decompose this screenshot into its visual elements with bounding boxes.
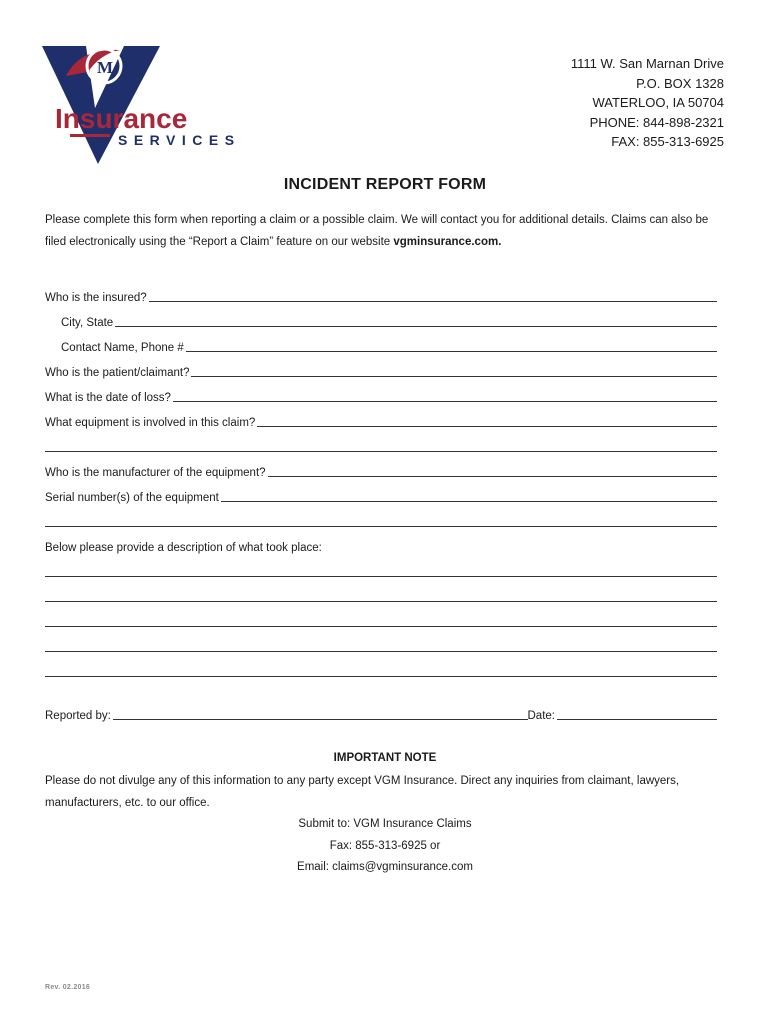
input-line-description-3[interactable]: [45, 625, 717, 627]
description-line-2: [45, 582, 717, 607]
field-equipment: [45, 407, 717, 432]
submit-fax: Fax: 855-313-6925 or: [329, 839, 441, 852]
vgm-insurance-logo: [40, 42, 255, 167]
input-line-serial-2[interactable]: [45, 525, 717, 527]
address-street: 1111 W. San Marnan Drive: [570, 56, 724, 71]
field-date-of-loss: [45, 382, 717, 407]
field-serial: [45, 482, 717, 507]
important-note-title: IMPORTANT NOTE: [333, 752, 437, 764]
label-description: Below please provide a description of what took place:: [45, 542, 322, 554]
input-line-date[interactable]: [557, 718, 717, 720]
address-fax: FAX: 855-313-6925: [611, 134, 724, 149]
description-line-1: [45, 557, 717, 582]
website-link[interactable]: vgminsurance.com.: [393, 236, 502, 248]
important-note-text: Please do not divulge any of this information to any party except VGM Insurance. Direct any inquiries from claimant, lawyers, manufacturers, etc. to our office.: [45, 775, 680, 809]
company-address: [571, 54, 724, 152]
logo-mark: [40, 42, 255, 167]
field-contact: [45, 332, 717, 357]
input-line-description-4[interactable]: [45, 650, 717, 652]
input-line-description-1[interactable]: [45, 575, 717, 577]
label-contact: Contact Name, Phone #: [61, 342, 184, 354]
label-date-of-loss: What is the date of loss?: [45, 392, 171, 404]
label-equipment: What equipment is involved in this claim?: [45, 417, 256, 429]
svg-text:M: M: [97, 58, 114, 77]
field-patient: [45, 357, 717, 382]
description-line-5: [45, 657, 717, 682]
field-insured: [45, 282, 717, 307]
input-line-manufacturer[interactable]: [268, 475, 717, 477]
incident-fields: [45, 282, 717, 682]
input-line-description-2[interactable]: [45, 600, 717, 602]
input-line-patient[interactable]: [191, 375, 717, 377]
label-manufacturer: Who is the manufacturer of the equipment?: [45, 467, 266, 479]
input-line-equipment[interactable]: [257, 425, 717, 427]
label-reported-by: Reported by:: [45, 710, 111, 722]
field-city-state: [45, 307, 717, 332]
field-manufacturer: [45, 457, 717, 482]
input-line-city-state[interactable]: [115, 325, 717, 327]
submit-to: Submit to: VGM Insurance Claims: [298, 818, 472, 830]
submit-instructions: [0, 814, 770, 879]
form-title: INCIDENT REPORT FORM: [283, 176, 487, 193]
intro-paragraph: [45, 209, 730, 253]
address-city: WATERLOO, IA 50704: [592, 95, 724, 110]
input-line-serial[interactable]: [221, 500, 717, 502]
submit-email[interactable]: Email: claims@vgminsurance.com: [297, 861, 473, 873]
field-reported-by: [45, 700, 717, 725]
reported-section: [45, 700, 717, 725]
label-date: Date:: [527, 710, 555, 722]
label-insured: Who is the insured?: [45, 292, 147, 304]
svg-text:Insurance: Insurance: [55, 103, 188, 134]
field-description: [45, 532, 717, 557]
input-line-insured[interactable]: [149, 300, 717, 302]
input-line-date-of-loss[interactable]: [173, 400, 717, 402]
svg-text:SERVICES: SERVICES: [118, 132, 241, 148]
input-line-reported-by[interactable]: [113, 718, 528, 720]
address-po-box: P.O. BOX 1328: [636, 75, 724, 91]
label-city-state: City, State: [61, 317, 114, 329]
address-phone: PHONE: 844-898-2321: [589, 114, 724, 130]
revision-label: Rev. 02.2016: [45, 984, 91, 991]
input-line-description-5[interactable]: [45, 675, 717, 677]
input-line-equipment-2[interactable]: [45, 450, 717, 452]
field-equipment-continued: [45, 432, 717, 457]
field-serial-continued: [45, 507, 717, 532]
description-line-4: [45, 632, 717, 657]
label-patient: Who is the patient/claimant?: [45, 367, 190, 379]
intro-text: Please complete this form when reporting a claim or a possible claim. We will contact you for additional details. Claims can also be filed electronically using the “Report a Claim” feature on our website: [45, 214, 709, 248]
description-line-3: [45, 607, 717, 632]
label-serial: Serial number(s) of the equipment: [45, 492, 219, 504]
input-line-contact[interactable]: [186, 350, 717, 352]
